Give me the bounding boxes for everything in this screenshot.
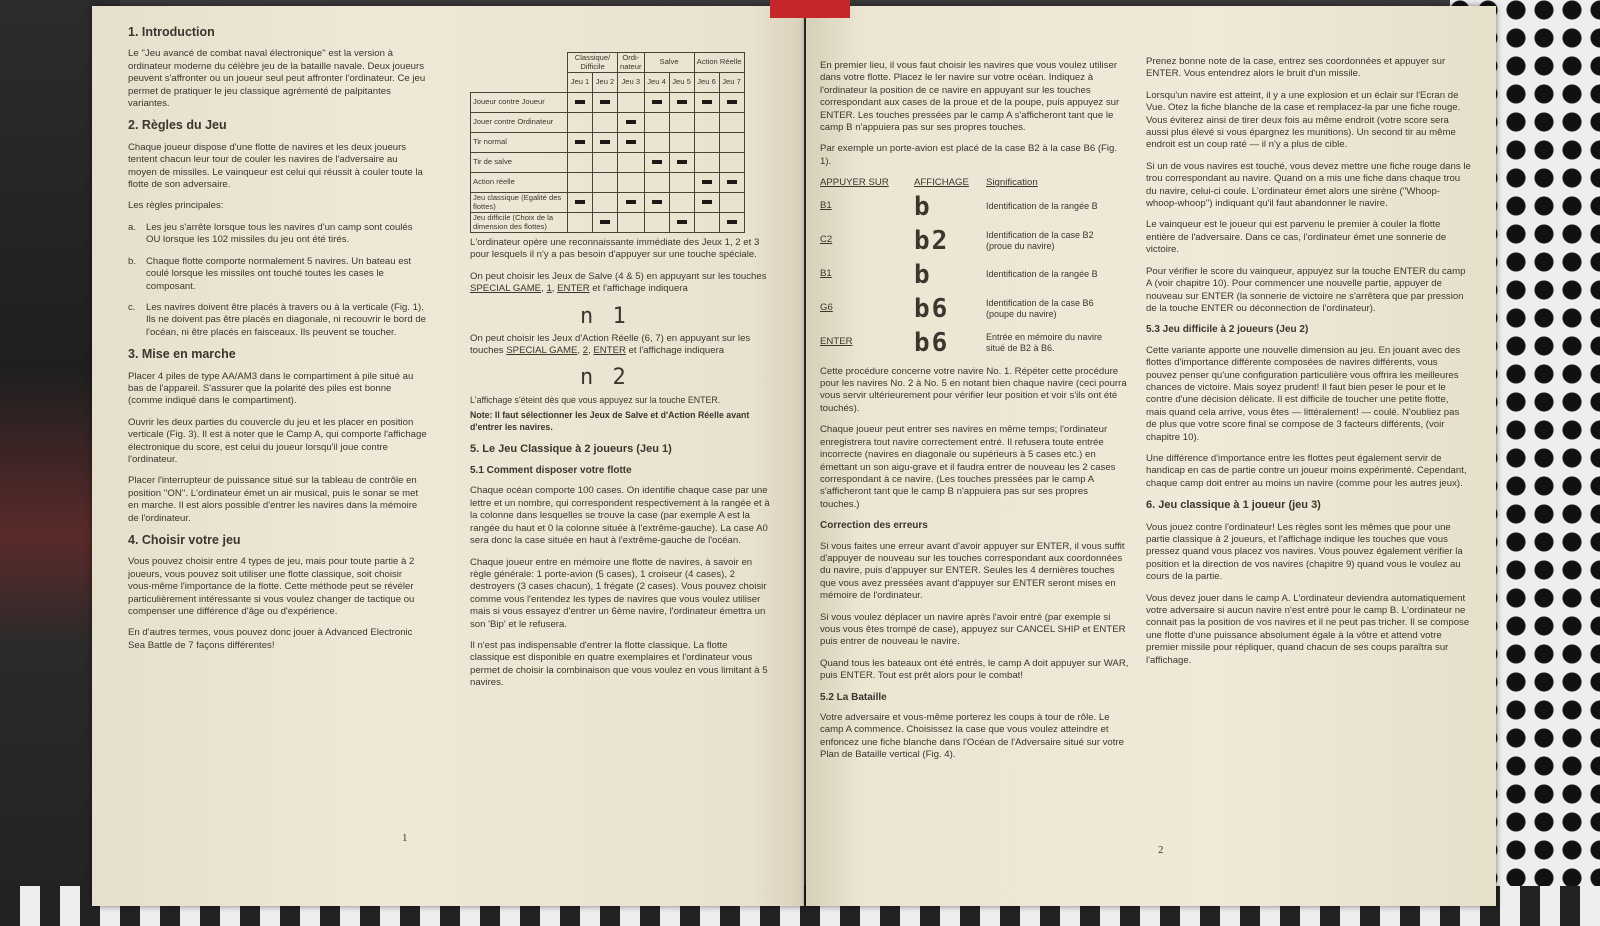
rules-list (128, 222, 428, 339)
table-cell (593, 93, 618, 113)
move-paragraph: Si vous voulez déplacer un navire après l'avoir entré (par exemple si vous vous êtes trompé de case), appuyez sur CANCEL SHIP et ENTER puis entrer de nouveau le navire. (820, 611, 1126, 648)
winner-paragraph: Le vainqueur est le joueur qui est parvenu le premier à couler la flotte entière de l'adversaire. Dans ce cas, l'ordinateur émet une sonnerie de victoire. (1146, 219, 1447, 256)
table-cell (669, 93, 694, 113)
table-row-label: Joueur contre Joueur (471, 93, 568, 113)
coords-paragraph: Prenez bonne note de la case, entrez ses coordonnées et appuyer sur ENTER. Vous entendrez alors le bruit d'un missile. (1146, 56, 1446, 80)
table-mark (702, 200, 712, 204)
table-col-header: Jeu 4 (644, 73, 669, 93)
section53-heading: 5.3 Jeu difficile à 2 joueurs (Jeu 2) (1146, 324, 1309, 336)
table-row-label: Tir normal (471, 133, 568, 153)
key-label: C2 (820, 234, 833, 246)
table-cell (568, 93, 593, 113)
table-cell (694, 193, 719, 213)
principal-rules-label: Les règles principales: (128, 200, 224, 212)
table-col-header: Jeu 6 (694, 73, 719, 93)
battle-paragraph: Votre adversaire et vous-même porterez les coups à tour de rôle. Le camp A commence. Choisissez la case que vous voulez atteindre et enfoncez une fiche blanche dans l'Océan de l'Adversaire situé sur votre Plan de Bataille vertical (Fig. 4). (820, 712, 1124, 761)
section5-heading: 5. Le Jeu Classique à 2 joueurs (Jeu 1) (470, 442, 672, 455)
table-group-header: Ordi- nateur (618, 53, 645, 73)
key-label: G6 (820, 302, 833, 314)
display-glyph: b (914, 259, 932, 290)
display-n2: n 2 (580, 365, 629, 391)
rules-text: Chaque joueur dispose d'une flotte de navires et les deux joueurs tentent chacun leur tour de couler les navires de l'adversaire au moyen de missiles. Le vainqueur est celui qui réussit à couler toute la flotte de son adversaire. (128, 141, 423, 191)
table-mark (626, 140, 636, 144)
table-cell (618, 213, 645, 233)
choose-heading: 4. Choisir votre jeu (128, 533, 241, 547)
table-cell (644, 133, 669, 153)
table-col-header: Jeu 2 (593, 73, 618, 93)
table-row-label: Jouer contre Ordinateur (471, 113, 568, 133)
choose-paragraph: En d'autres termes, vous pouvez donc jouer à Advanced Electronic Sea Battle de 7 façons différentes! (128, 627, 413, 651)
start-heading: 3. Mise en marche (128, 347, 236, 362)
table-mark (575, 140, 585, 144)
table-mark (702, 180, 712, 184)
rule-item: b. Chaque flotte comporte normalement 5 navires. Un bateau est coulé lorsque les missiles ont touché toutes les cases le composant. (128, 255, 412, 292)
table-cell (719, 93, 744, 113)
table-cell (568, 133, 593, 153)
key-label: ENTER (820, 336, 853, 348)
table-cell (644, 153, 669, 173)
table-cell (669, 193, 694, 213)
intro-text: Le ''Jeu avancé de combat naval électronique'' est la version à ordinateur moderne du célèbre jeu de la bataille navale. Deux joueurs peuvent s'affronter ou un joueur seul peut affronter l'ordinateur. Ce jeu permet de pratiquer le jeu classique agrémenté de palpitantes variantes. (128, 48, 426, 110)
table-cell (694, 173, 719, 193)
table-row-label: Tir de salve (471, 153, 568, 173)
display-table-header: APPUYER SUR AFFICHAGE Signification (820, 177, 1038, 189)
war-paragraph: Quand tous les bateaux ont été entrés, le camp A doit appuyer sur WAR, puis ENTER. Tout est prêt alors pour le combat! (820, 657, 1129, 682)
recognition-paragraph: L'ordinateur opère une reconnaissante immédiate des Jeux 1, 2 et 3 pour lesquels il n'y a pas besoin d'appuyer sur une touche spéciale. (470, 237, 760, 261)
table-cell (669, 133, 694, 153)
table-cell (644, 213, 669, 233)
page-number-2: 2 (1158, 844, 1164, 856)
table-cell (618, 193, 645, 213)
placement-paragraph: En premier lieu, il vous faut choisir les navires que vous voulez utiliser dans votre flotte. Placez le ler navire sur votre océan. Indiquez à l'ordinateur la position de ce navire en appuyant sur les touches correspondant aux cases de la proue et de la poupe, puis appuyez sur ENTER. Les touches pressées par le camp A s'afficheront tant que le camp B n'appuiera pas sur ses propres touches. (820, 60, 1120, 134)
table-cell (719, 173, 744, 193)
table-cell (618, 93, 645, 113)
meaning-text: Identification de la rangée B (986, 269, 1098, 280)
table-mark (652, 100, 662, 104)
table-mark (727, 180, 737, 184)
table-col-header: Jeu 7 (719, 73, 744, 93)
table-mark (652, 200, 662, 204)
table-mark (626, 120, 636, 124)
procedure-paragraph: Cette procédure concerne votre navire No. 1. Répéter cette procédure pour les navires No. 2 à No. 5 en notant bien chaque navire (ceci pourra vous servir ultérieurement pour vérifier leur position et voir s'ils ont été touchés). (820, 365, 1127, 414)
section6-heading: 6. Jeu classique à 1 joueur (jeu 3) (1146, 499, 1321, 512)
start-paragraph: Ouvrir les deux parties du couvercle du jeu et les placer en position verticale (Fig. 3). Il est à noter que le Camp A, qui comporte l'affichage électronique du score, est celui du joueur lorsqu'il joue contre l'ordinateur. (128, 416, 427, 465)
score-paragraph: Pour vérifier le score du vainqueur, appuyez sur la touche ENTER du camp A (voir chapitre 10). Pour commencer une nouvelle partie, appuyer de nouveau sur ENTER (la sonnerie de victoire ne s'arrêtera que par pression de la touche ENTER ou déconnection de l'ordinateur). (1146, 265, 1466, 314)
table-cell (644, 113, 669, 133)
game-type-table (470, 52, 745, 233)
table-cell (593, 133, 618, 153)
table-cell (618, 113, 645, 133)
table-col-header: Jeu 5 (669, 73, 694, 93)
simultaneous-paragraph: Chaque joueur peut entrer ses navires en même temps; l'ordinateur enregistrera tout navire correctement entré. Il refusera toute entrée incorrecte (navires en diagonale ou supérieurs à 5 cases etc.) en émettant un son aigu-grave et il faudra entrer de nouveau les 2 cases correspondant à ce navire. (Les touches pressées par le camp A s'afficheront tant que le camp B n'appuiera pas sur ses propres touches.) (820, 424, 1116, 510)
error-paragraph: Si vous faites une erreur avant d'avoir appuyer sur ENTER, il vous suffit d'appuyer de nouveau sur les touches correspondant aux coordonnées du navire, puis d'appuyer sur ENTER. Seules les 4 dernières touches que vous avez pressées avant d'appuyer sur ENTER seront mises en mémoire de l'ordinateur. (820, 540, 1125, 602)
table-row (471, 193, 745, 213)
table-mark (652, 160, 662, 164)
section5-paragraph: Il n'est pas indispensable d'entrer la flotte classique. La flotte classique est disponible en quatre exemplaires et l'ordinateur vous permet de choisir la combinaison que vous voulez en vous limitant à 5 navires. (470, 639, 768, 689)
table-row (471, 213, 745, 233)
display-n1: n 1 (580, 303, 629, 329)
table-row (471, 113, 745, 133)
display-glyph: b (914, 191, 932, 222)
table-cell (618, 173, 645, 193)
table-mark (600, 100, 610, 104)
table-row (471, 173, 745, 193)
right-column-2 (1146, 56, 1471, 676)
left-column-1 (128, 20, 428, 661)
table-row-label: Jeu difficile (Choix de la dimension des flottes) (471, 213, 568, 233)
table-cell (719, 153, 744, 173)
left-column-2 (470, 52, 770, 699)
right-page (806, 6, 1496, 906)
table-cell (618, 153, 645, 173)
table-cell (568, 153, 593, 173)
section5-paragraph: Chaque océan comporte 100 cases. On identifie chaque case par une lettre et un nombre, qui correspondent respectivement à la rangée et à la colonne dans lesquelles se trouve la case (par exemple A est la rangée du haut et 0 la colonne située à l'extrême-gauche). La case A0 sera donc la case située en haut à l'extrême-gauche de l'océan. (470, 485, 770, 547)
salvo-paragraph: On peut choisir les Jeux de Salve (4 & 5) en appuyant sur les touches SPECIAL GAME, 1, ENTER et l'affichage indiquera (470, 270, 767, 295)
note-paragraph: Note: Il faut sélectionner les Jeux de Salve et d'Action Réelle avant d'entrer les navires. (470, 409, 750, 433)
table-mark (677, 160, 687, 164)
key-label: B1 (820, 268, 832, 280)
table-group-header: Classique/ Difficile (568, 53, 618, 73)
start-paragraph: Placer l'interrupteur de puissance situé sur la tableau de contrôle en position ''ON''. L'ordinateur émet un air musical, puis le sonar se met en marche. Il est alors possible d'entrer les navires dans la mémoire de l'ordinateur. (128, 475, 419, 524)
camp-a-paragraph: Vous devez jouer dans le camp A. L'ordinateur deviendra automatiquement votre adversaire si aucun navire n'est entré pour le camp B. L'ordinateur ne connait pas la position de vos navires et il ne peut pas tricher. Il se compose une flotte d'une puissance absolument égale à la vôtre et attend votre premier missile pour répliquer, quand chacun de ses coups paraîtra sur l'affichage. (1146, 592, 1470, 666)
table-cell (568, 213, 593, 233)
table-cell (719, 193, 744, 213)
action-paragraph: On peut choisir les Jeux d'Action Réelle (6, 7) en appuyant sur les touches SPECIAL GAME, 2, ENTER et l'affichage indiquera (470, 332, 751, 357)
table-cell (568, 193, 593, 213)
table-cell (593, 153, 618, 173)
table-cell (694, 133, 719, 153)
meaning-text: Identification de la case B6 (poupe du navire) (986, 297, 1094, 319)
display-off-paragraph: L'affichage s'éteint dès que vous appuyez sur la touche ENTER. (470, 395, 721, 406)
table-cell (694, 113, 719, 133)
sunk-paragraph: Si un de vous navires est touché, vous devez mettre une fiche rouge dans le trou correspondant au navire. Quand on a mis une fiche dans chaque trou du navire, celui-ci coule. L'ordinateur émet alors une sirène (''Whoop-whoop-whoop'') indiquant qu'il faut abandonner le navire. (1146, 160, 1471, 210)
table-mark (727, 100, 737, 104)
error-heading: Correction des erreurs (820, 520, 928, 532)
table-cell (593, 193, 618, 213)
table-mark (677, 220, 687, 224)
table-cell (669, 113, 694, 133)
table-mark (702, 100, 712, 104)
handicap-paragraph: Une différence d'importance entre les flottes peut également servir de handicap en cas de partie contre un joueur moins expérimenté. Cependant, chaque camp doit entrer au moins un navire (comme pour les autres jeux). (1146, 452, 1467, 489)
meaning-text: Identification de la rangée B (986, 201, 1098, 212)
table-cell (593, 213, 618, 233)
display-glyph: b2 (914, 225, 950, 256)
computer-paragraph: Vous jouez contre l'ordinateur! Les règles sont les mêmes que pour une partie classique à 2 joueurs, et l'affichage indique les touches que vous pressez quand vous placez vos navires. Vous pouvez également vérifier la position et la direction de vos navires (chapitre 9) quand vous le voulez au cours de la partie. (1146, 521, 1463, 583)
table-mark (600, 140, 610, 144)
table-cell (618, 133, 645, 153)
section5-paragraph: Chaque joueur entre en mémoire une flotte de navires, à savoir en règle générale: 1 porte-avion (5 cases), 1 croiseur (4 cases), 2 destroyers (3 cases chacun), 1 frégate (2 cases). Vous pouvez choisir comme vous l'entendez les types de navires que vous voulez utiliser mais si vous essayez d'entrer un 6ème navire, l'ordinateur émettra un son 'Bip' et le refusera. (470, 556, 767, 630)
table-mark (575, 200, 585, 204)
table-cell (719, 113, 744, 133)
table-cell (669, 213, 694, 233)
display-glyph: b6 (914, 327, 950, 358)
choose-paragraph: Vous pouvez choisir entre 4 types de jeu, mais pour toute partie à 2 joueurs, vous pouvez soit utiliser une flotte classique, soit choisir vous-même l'importance de la flotte. Cette méthode peut se révéler particulièrement intéressante si vous voulez changer de tactique ou compenser une différence d'âge ou d'expérience. (128, 556, 415, 618)
table-row (471, 93, 745, 113)
table-cell (593, 113, 618, 133)
key-label: B1 (820, 200, 832, 212)
display-row (820, 258, 1130, 292)
display-row (820, 224, 1130, 258)
table-cell (669, 153, 694, 173)
display-glyph: b6 (914, 293, 950, 324)
meaning-text: Identification de la case B2 (proue du navire) (986, 229, 1094, 251)
table-cell (694, 93, 719, 113)
section52-heading: 5.2 La Bataille (820, 691, 887, 703)
table-row-label: Action réelle (471, 173, 568, 193)
table-cell (568, 173, 593, 193)
display-row (820, 190, 1130, 224)
start-paragraph: Placer 4 piles de type AA/AM3 dans le compartiment à pile situé au bas de l'appareil. S'assurer que la polarité des piles est bonne (comme indiqué dans le compartiment). (128, 370, 414, 407)
table-group-header: Action Réelle (694, 53, 744, 73)
hit-paragraph: Lorsqu'un navire est atteint, il y a une explosion et un éclair sur l'Ecran de Vue. Otez la fiche blanche de la case et remplacez-la par une fiche rouge. Vous éviterez ainsi de tirer deux fois au même endroit (votre score sera aussi plus élevé si vous épargnez les munitions). Un second tir au même endroit est un coup raté — il n'y a plus de cible. (1146, 89, 1461, 151)
display-table (820, 190, 1130, 360)
table-cell (694, 213, 719, 233)
table-mark (626, 200, 636, 204)
rules-heading: 2. Règles du Jeu (128, 118, 227, 133)
table-cell (593, 173, 618, 193)
table-mark (575, 100, 585, 104)
page-number-1: 1 (402, 832, 408, 844)
rule-item: c. Les navires doivent être placés à travers ou à la verticale (Fig. 1). Ils ne doivent pas être placés en diagonale, ni recouvrir le bord de l'océan, ni être placés en faisceaux. Ils peuvent se toucher. (128, 301, 426, 338)
table-cell (644, 173, 669, 193)
table-row (471, 133, 745, 153)
table-mark (677, 100, 687, 104)
display-row (820, 326, 1130, 360)
example-paragraph: Par exemple un porte-avion est placé de la case B2 à la case B6 (Fig. 1). (820, 143, 1118, 167)
table-col-header: Jeu 3 (618, 73, 645, 93)
difficult-paragraph: Cette variante apporte une nouvelle dimension au jeu. En jouant avec des flottes d'importance différente composées de navires différents, vous pouvez penser qu'une configuration particulière vous offrira les meilleures chances de victoire. Mais soyez prudent! Il faut bien peser le pour et le contre d'une décision délicate. Il est difficile de toucher une petite flotte, mais quand cela arrive, vous êtes — littéralement! — coulé. N'oubliez pas de plus que votre score final se compose de 3 facteurs différents, (voir chapitre 10). (1146, 344, 1461, 443)
left-page (92, 6, 804, 906)
table-cell (568, 113, 593, 133)
table-mark (600, 220, 610, 224)
table-col-header: Jeu 1 (568, 73, 593, 93)
table-cell (644, 93, 669, 113)
table-cell (669, 173, 694, 193)
intro-heading: 1. Introduction (128, 25, 215, 39)
table-row (471, 153, 745, 173)
table-cell (694, 153, 719, 173)
rule-item: a. Les jeu s'arrête lorsque tous les navires d'un camp sont coulés OU lorsque les 102 missiles du jeu ont été tirés. (128, 221, 413, 246)
display-row (820, 292, 1130, 326)
table-cell (644, 193, 669, 213)
table-row-label: Jeu classique (Egalité des flottes) (471, 193, 568, 213)
table-mark (727, 220, 737, 224)
table-cell (719, 213, 744, 233)
section51-heading: 5.1 Comment disposer votre flotte (470, 465, 632, 477)
table-cell (719, 133, 744, 153)
right-column-1 (820, 60, 1130, 771)
table-group-header: Salve (644, 53, 694, 73)
meaning-text: Entrée en mémoire du navire situé de B2 à B6. (986, 331, 1103, 353)
red-bookmark (770, 0, 850, 18)
